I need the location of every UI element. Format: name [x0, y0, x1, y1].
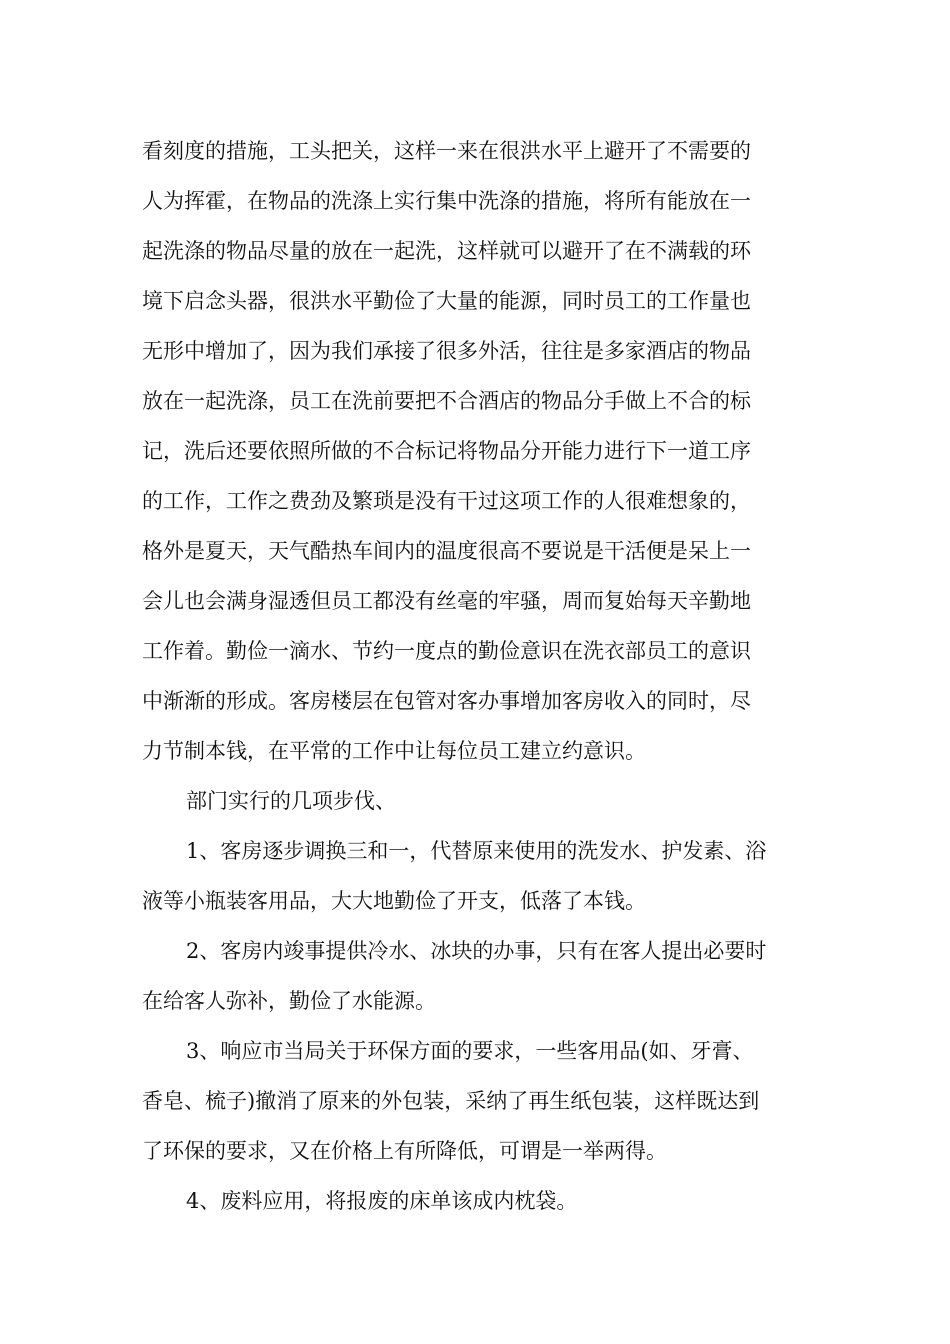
text-line: 记，洗后还要依照所做的不合标记将物品分开能力进行下一道工序	[142, 439, 751, 463]
text-line: 香皂、梳子)撤消了原来的外包装，采纳了再生纸包装，这样既达到	[142, 1089, 760, 1113]
text-line: 在给客人弥补，勤俭了水能源。	[142, 989, 436, 1013]
text-line: 看刻度的措施，工头把关，这样一来在很洪水平上避开了不需要的	[142, 139, 751, 163]
text-line: 放在一起洗涤，员工在洗前要把不合酒店的物品分手做上不合的标	[142, 389, 751, 413]
section-heading	[142, 776, 812, 826]
text-line: 4、废料应用，将报废的床单该成内枕袋。	[186, 1189, 578, 1213]
text-line: 起洗涤的物品尽量的放在一起洗，这样就可以避开了在不满载的环	[142, 239, 751, 263]
text-line: 2、客房内竣事提供冷水、冰块的办事，只有在客人提出必要时	[186, 939, 767, 963]
list-item-4	[142, 1176, 812, 1226]
text-line: 无形中增加了，因为我们承接了很多外活，往往是多家酒店的物品	[142, 339, 751, 363]
text-line: 境下启念头器，很洪水平勤俭了大量的能源，同时员工的工作量也	[142, 289, 751, 313]
text-line: 1、客房逐步调换三和一，代替原来使用的洗发水、护发素、浴	[186, 839, 767, 863]
list-item-3	[142, 1026, 812, 1176]
text-line: 液等小瓶装客用品，大大地勤俭了开支，低落了本钱。	[142, 889, 646, 913]
text-line: 工作着。勤俭一滴水、节约一度点的勤俭意识在洗衣部员工的意识	[142, 639, 751, 663]
list-item-2	[142, 926, 812, 1026]
text-line: 了环保的要求，又在价格上有所降低，可谓是一举两得。	[142, 1139, 667, 1163]
list-item-1	[142, 826, 812, 926]
text-line: 格外是夏天，天气酷热车间内的温度很高不要说是干活便是呆上一	[142, 539, 751, 563]
text-line: 会儿也会满身湿透但员工都没有丝毫的牢骚，周而复始每天辛勤地	[142, 589, 751, 613]
text-line: 中渐渐的形成。客房楼层在包管对客办事增加客房收入的同时，尽	[142, 689, 751, 713]
section-heading-text: 部门实行的几项步伐、	[186, 789, 396, 813]
paragraph-water-saving	[142, 126, 812, 776]
text-line: 3、响应市当局关于环保方面的要求，一些客用品(如、牙膏、	[186, 1039, 754, 1063]
text-line: 力节制本钱，在平常的工作中让每位员工建立约意识。	[142, 739, 646, 763]
document-body	[142, 126, 812, 1226]
text-line: 人为挥霍，在物品的洗涤上实行集中洗涤的措施，将所有能放在一	[142, 189, 751, 213]
text-line: 的工作，工作之费劲及繁琐是没有干过这项工作的人很难想象的，	[142, 489, 751, 513]
